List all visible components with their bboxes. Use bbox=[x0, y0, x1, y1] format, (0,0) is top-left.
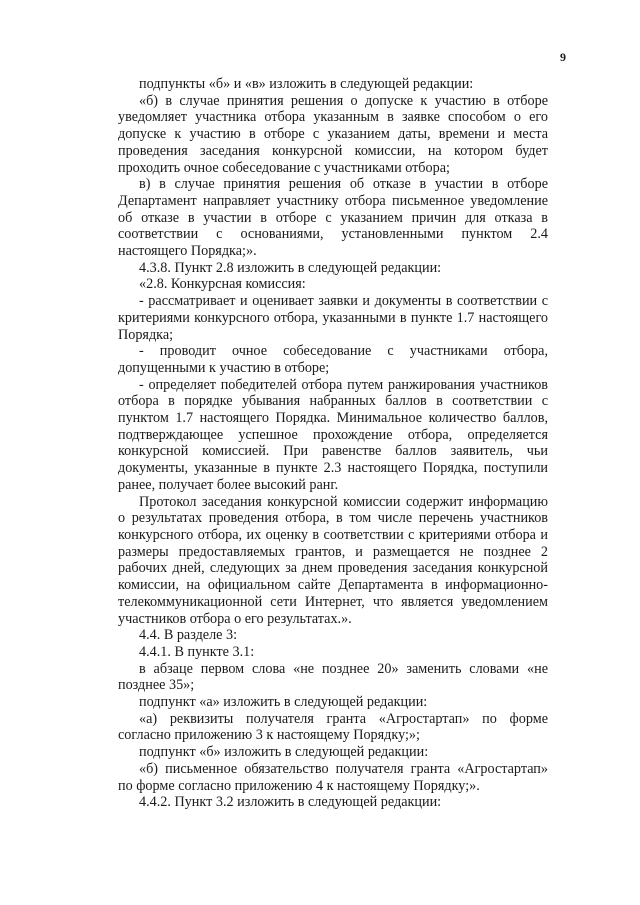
paragraph-4-4: 4.4. В разделе 3: bbox=[139, 627, 238, 644]
paragraph-subpoint-b: «б) в случае принятия решения о допуске к участию в отборе уведомляет участника отбора указанным в заявке способом о его допуске к участию в отборе с указанием даты, времени и места проведения заседания конкурсной комиссии, на котором будет проходить очное собеседование с участниками отбора; bbox=[118, 92, 548, 176]
paragraph-subpoint-a: «а) реквизиты получателя гранта «Агростартап» по форме согласно приложению 3 к настоящему Порядку;»; bbox=[118, 710, 548, 744]
paragraph-subpoints-intro: подпункты «б» и «в» изложить в следующей редакции: bbox=[139, 76, 474, 92]
paragraph-4-4-1: 4.4.1. В пункте 3.1: bbox=[139, 643, 255, 660]
paragraph-subpoint-v: в) в случае принятия решения об отказе в участии в отборе Департамент направляет участнику отбора письменное уведомление об отказе в участии в отборе с указанием причин для отказа в соответствии с основаниями, установленными пунктом 2.4 настоящего Порядка;». bbox=[118, 176, 548, 260]
paragraph-commission-winners: - определяет победителей отбора путем ранжирования участников отбора в порядке убывания набранных баллов в соответствии с пунктом 1.7 настоящего Порядка. Минимальное количество баллов, подтверждающее успешное прохождение отбора, определяется конкурсной комиссией. При равенстве баллов заявитель, чьи документы, указанные в пункте 2.3 настоящего Порядка, поступили ранее, получает более высокий ранг. bbox=[118, 376, 548, 493]
paragraph-4-4-2: 4.4.2. Пункт 3.2 изложить в следующей редакции: bbox=[139, 794, 442, 811]
paragraph-subpoint-a-intro: подпункт «а» изложить в следующей редакции: bbox=[139, 694, 428, 711]
page-number: 9 bbox=[560, 50, 566, 64]
paragraph-commission-reviews: - рассматривает и оценивает заявки и документы в соответствии с критериями конкурсного отбора, указанными в пункте 1.7 настоящего Порядка; bbox=[118, 293, 548, 343]
document-text bbox=[118, 76, 548, 811]
paragraph-first-abzac: в абзаце первом слова «не позднее 20» заменить словами «не позднее 35»; bbox=[118, 660, 548, 694]
paragraph-commission-interview: - проводит очное собеседование с участниками отбора, допущенными к участию в отборе; bbox=[118, 343, 548, 376]
paragraph-subpoint-b-text: «б) письменное обязательство получателя гранта «Агростартап» по форме согласно приложению 4 к настоящему Порядку;». bbox=[118, 760, 548, 794]
paragraph-2-8-heading: «2.8. Конкурсная комиссия: bbox=[139, 276, 306, 293]
paragraph-subpoint-b-intro: подпункт «б» изложить в следующей редакции: bbox=[139, 744, 429, 761]
paragraph-protocol: Протокол заседания конкурсной комиссии содержит информацию о результатах проведения отбора, в том числе перечень участников конкурсного отбора, их оценку в соответствии с критериями отбора и размеры предоставляемых грантов, и размещается не позднее 2 рабочих дней, следующих за днем проведения заседания конкурсной комиссии, на официальном сайте Департамента в информационно-телекоммуникационной сети Интернет, что является уведомлением участников отбора о его результатах.». bbox=[118, 493, 548, 627]
paragraph-4-3-8: 4.3.8. Пункт 2.8 изложить в следующей редакции: bbox=[139, 259, 442, 276]
